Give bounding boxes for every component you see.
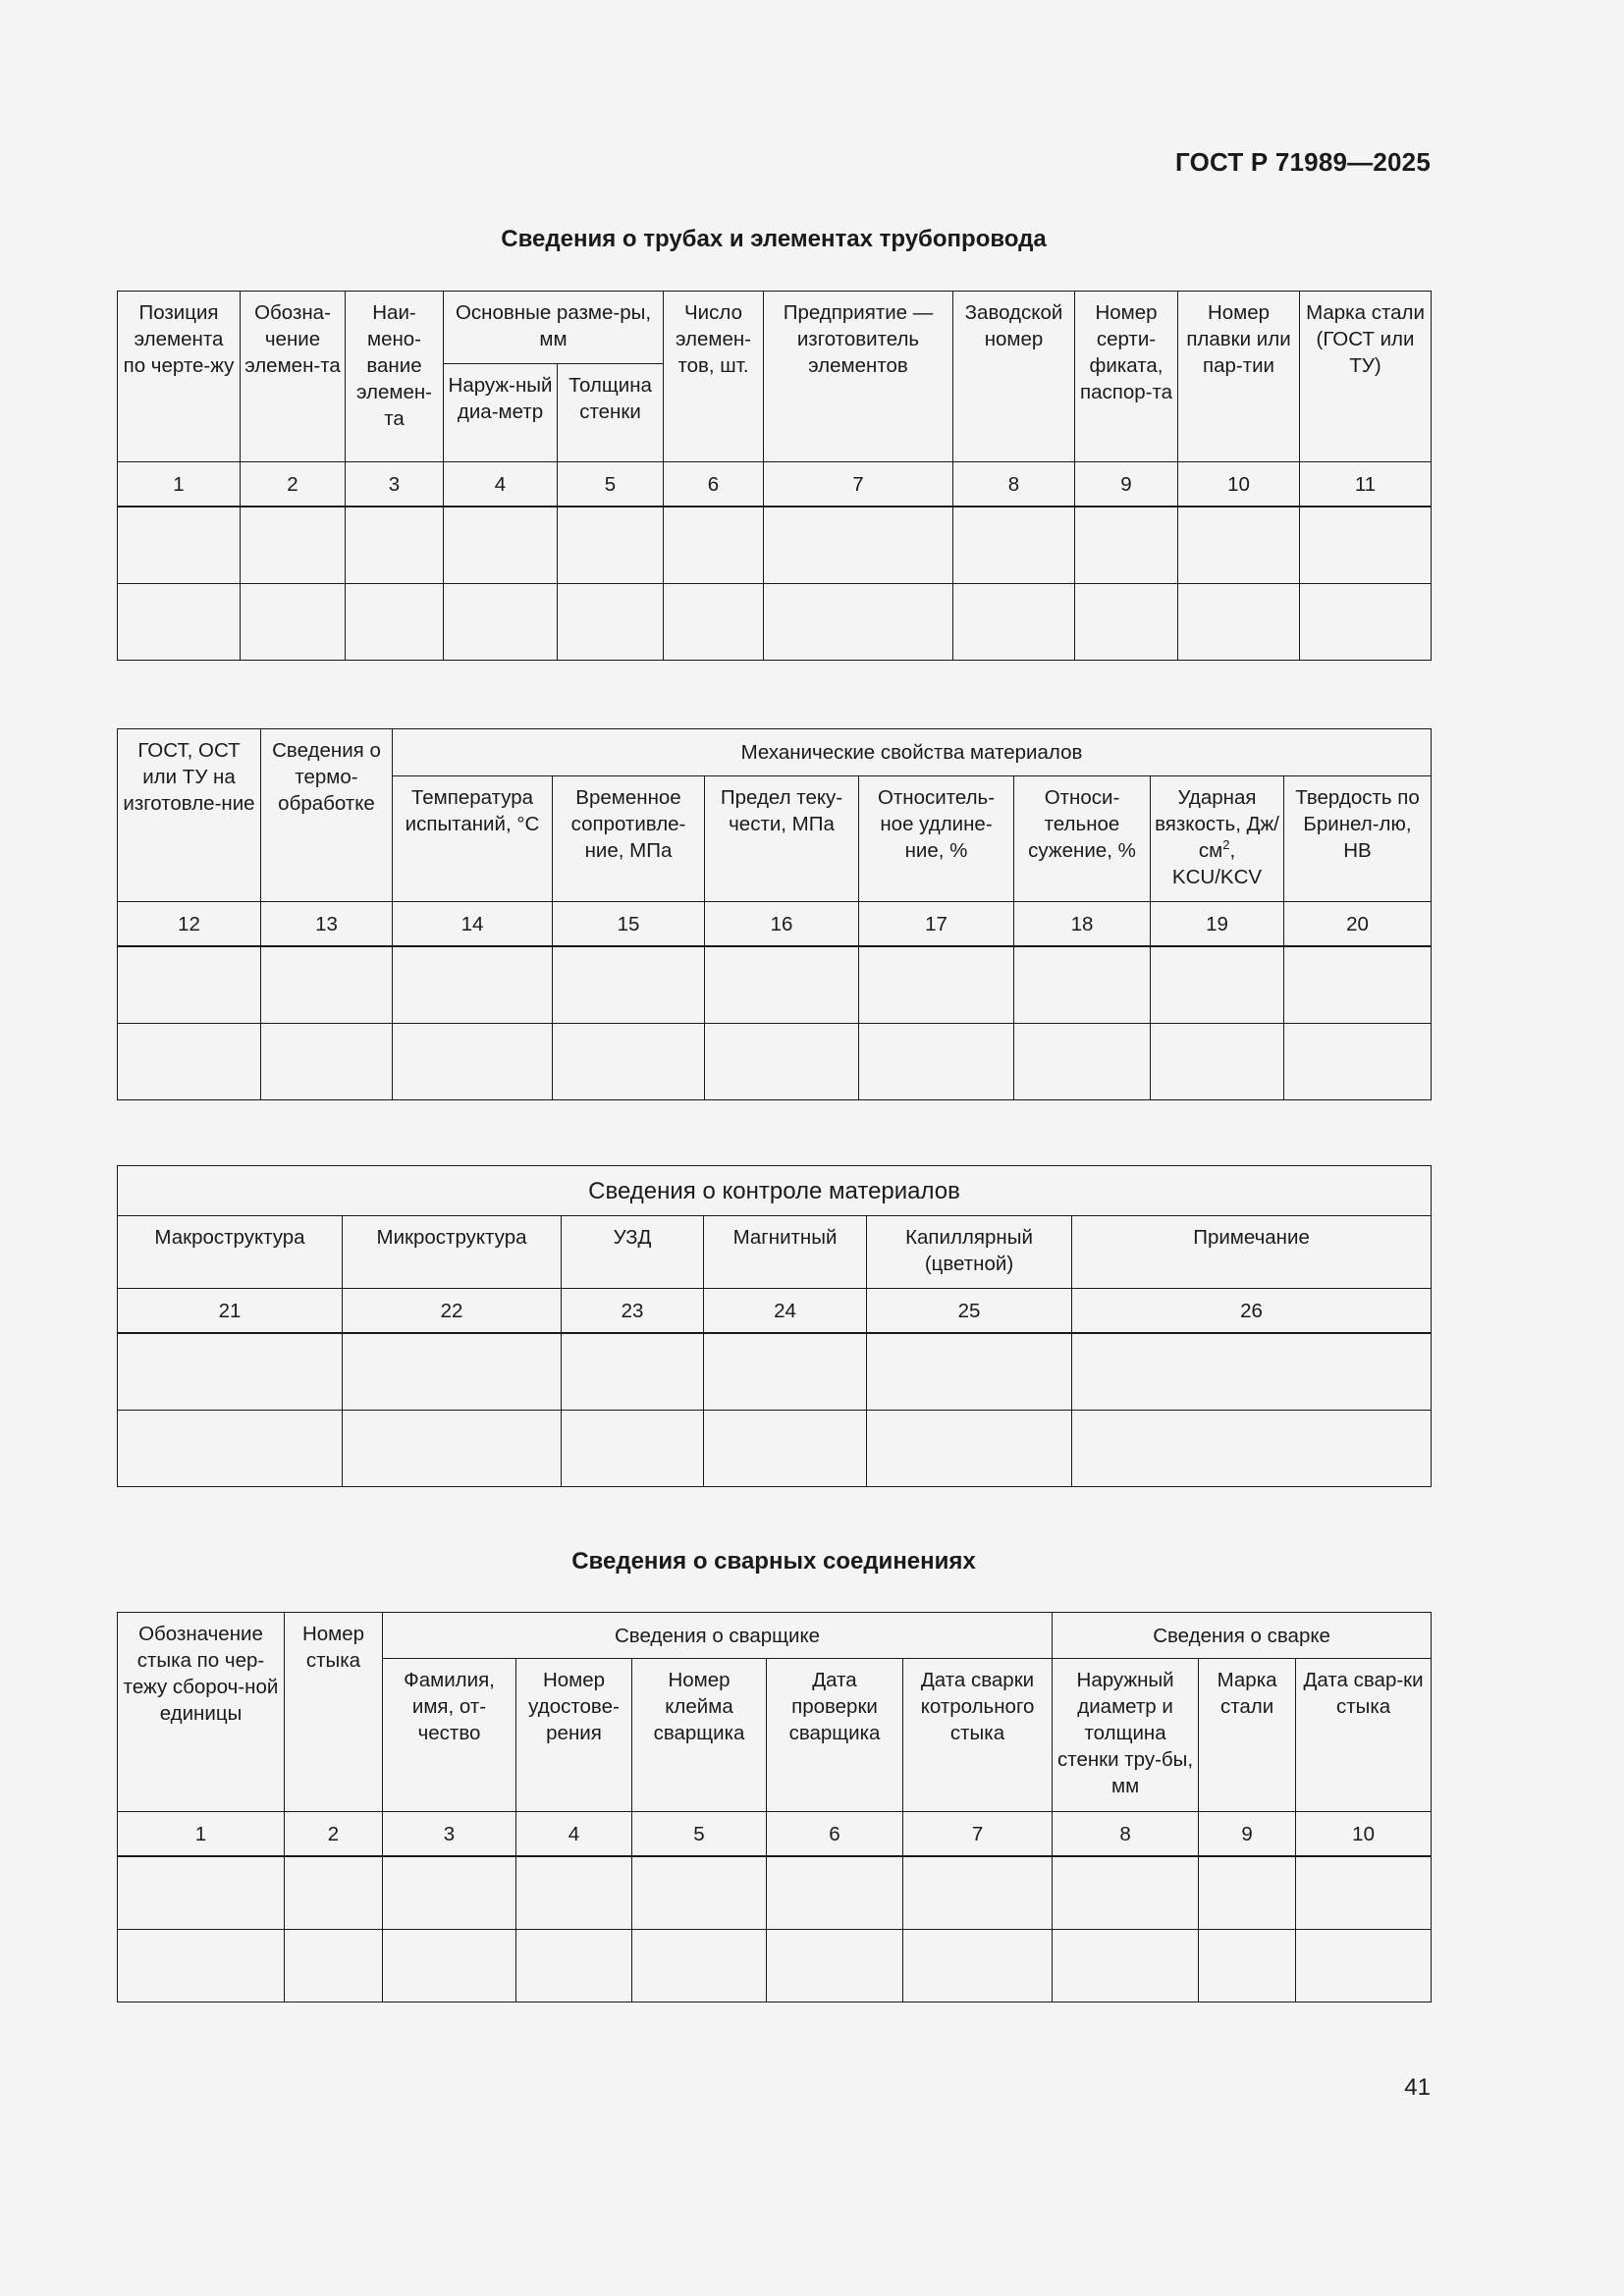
column-number: 7 bbox=[903, 1812, 1053, 1857]
empty-cell bbox=[444, 584, 558, 661]
empty-cell bbox=[118, 507, 241, 584]
table-row bbox=[118, 507, 1432, 584]
column-number: 5 bbox=[558, 462, 664, 507]
material-control-caption: Сведения о контроле материалов bbox=[118, 1166, 1432, 1216]
column-number: 23 bbox=[562, 1289, 704, 1334]
header-welder-name: Фамилия, имя, от-чество bbox=[383, 1659, 516, 1812]
column-number-row bbox=[118, 902, 1432, 947]
empty-cell bbox=[705, 1024, 859, 1100]
empty-cell bbox=[953, 507, 1075, 584]
column-number: 21 bbox=[118, 1289, 343, 1334]
column-number: 3 bbox=[346, 462, 444, 507]
header-wall-thickness: Толщина стенки bbox=[558, 364, 664, 462]
header-ultrasonic: УЗД bbox=[562, 1216, 704, 1289]
column-number: 7 bbox=[764, 462, 953, 507]
empty-cell bbox=[558, 584, 664, 661]
column-number: 13 bbox=[261, 902, 393, 947]
column-number-row bbox=[118, 462, 1432, 507]
column-number: 1 bbox=[118, 462, 241, 507]
empty-cell bbox=[393, 1024, 553, 1100]
column-number: 4 bbox=[516, 1812, 632, 1857]
column-number: 3 bbox=[383, 1812, 516, 1857]
empty-cell bbox=[1075, 584, 1178, 661]
empty-cell bbox=[516, 1856, 632, 1930]
empty-cell bbox=[1072, 1333, 1432, 1411]
empty-cell bbox=[764, 507, 953, 584]
column-number: 25 bbox=[867, 1289, 1072, 1334]
table-row bbox=[118, 1856, 1432, 1930]
mechanical-properties-table bbox=[117, 728, 1432, 1100]
empty-cell bbox=[1296, 1856, 1432, 1930]
header-gost-ost-tu: ГОСТ, ОСТ или ТУ на изготовле-ние bbox=[118, 729, 261, 902]
header-designation: Обозна-чение элемен-та bbox=[241, 292, 346, 462]
header-impact-toughness: Ударная вязкость, $Дж/см^2$, KCU/KCV bbox=[1151, 776, 1284, 902]
table-row bbox=[118, 946, 1432, 1024]
empty-cell bbox=[1199, 1930, 1296, 2002]
empty-cell bbox=[1151, 946, 1284, 1024]
header-certificate: Номер удостове-рения bbox=[516, 1659, 632, 1812]
header-brinell-hardness: Твердость по Бринел-лю, НВ bbox=[1284, 776, 1432, 902]
table-row bbox=[118, 584, 1432, 661]
header-outer-diameter: Наруж-ный диа-метр bbox=[444, 364, 558, 462]
column-number: 15 bbox=[553, 902, 705, 947]
empty-cell bbox=[383, 1930, 516, 2002]
column-number: 12 bbox=[118, 902, 261, 947]
empty-cell bbox=[553, 946, 705, 1024]
empty-cell bbox=[1014, 946, 1151, 1024]
empty-cell bbox=[953, 584, 1075, 661]
column-number: 17 bbox=[859, 902, 1014, 947]
column-number: 11 bbox=[1300, 462, 1432, 507]
header-welder-info: Сведения о сварщике bbox=[383, 1613, 1053, 1659]
page-number: 41 bbox=[1404, 2074, 1431, 2101]
empty-cell bbox=[1178, 507, 1300, 584]
column-number: 2 bbox=[285, 1812, 383, 1857]
empty-cell bbox=[118, 946, 261, 1024]
column-number: 8 bbox=[953, 462, 1075, 507]
column-number: 9 bbox=[1199, 1812, 1296, 1857]
header-elongation: Относитель-ное удлине-ние, % bbox=[859, 776, 1014, 902]
column-number: 14 bbox=[393, 902, 553, 947]
empty-cell bbox=[1072, 1411, 1432, 1487]
column-number: 16 bbox=[705, 902, 859, 947]
empty-cell bbox=[118, 1930, 285, 2002]
empty-cell bbox=[343, 1411, 562, 1487]
empty-cell bbox=[118, 1024, 261, 1100]
empty-cell bbox=[1053, 1856, 1199, 1930]
column-number: 18 bbox=[1014, 902, 1151, 947]
empty-cell bbox=[859, 1024, 1014, 1100]
empty-cell bbox=[118, 584, 241, 661]
column-number: 20 bbox=[1284, 902, 1432, 947]
table-row bbox=[118, 1024, 1432, 1100]
header-heat-treatment: Сведения о термо-обработке bbox=[261, 729, 393, 902]
empty-cell bbox=[558, 507, 664, 584]
empty-cell bbox=[261, 1024, 393, 1100]
header-capillary: Капиллярный (цветной) bbox=[867, 1216, 1072, 1289]
empty-cell bbox=[705, 946, 859, 1024]
empty-cell bbox=[241, 507, 346, 584]
empty-cell bbox=[1075, 507, 1178, 584]
header-magnetic: Магнитный bbox=[704, 1216, 867, 1289]
empty-cell bbox=[118, 1411, 343, 1487]
empty-cell bbox=[767, 1930, 903, 2002]
header-factory-number: Заводской номер bbox=[953, 292, 1075, 462]
empty-cell bbox=[553, 1024, 705, 1100]
column-number: 24 bbox=[704, 1289, 867, 1334]
header-tensile-strength: Временное сопротивле-ние, МПа bbox=[553, 776, 705, 902]
empty-cell bbox=[764, 584, 953, 661]
column-number: 5 bbox=[632, 1812, 767, 1857]
empty-cell bbox=[1053, 1930, 1199, 2002]
empty-cell bbox=[903, 1856, 1053, 1930]
column-number: 22 bbox=[343, 1289, 562, 1334]
column-number-row bbox=[118, 1289, 1432, 1334]
header-welder-check-date: Дата проверки сварщика bbox=[767, 1659, 903, 1812]
header-steel-grade: Марка стали bbox=[1199, 1659, 1296, 1812]
empty-cell bbox=[346, 584, 444, 661]
empty-cell bbox=[1014, 1024, 1151, 1100]
welded-joints-table bbox=[117, 1612, 1432, 2002]
empty-cell bbox=[1284, 1024, 1432, 1100]
empty-cell bbox=[632, 1856, 767, 1930]
header-main-dimensions: Основные разме-ры, мм bbox=[444, 292, 664, 364]
column-number: 26 bbox=[1072, 1289, 1432, 1334]
header-name: Наи-мено-вание элемен-та bbox=[346, 292, 444, 462]
header-manufacturer: Предприятие — изготовитель элементов bbox=[764, 292, 953, 462]
empty-cell bbox=[1284, 946, 1432, 1024]
header-test-temperature: Температура испытаний, °С bbox=[393, 776, 553, 902]
header-joint-designation: Обозначение стыка по чер-тежу сбороч-ной единицы bbox=[118, 1613, 285, 1812]
column-number: 19 bbox=[1151, 902, 1284, 947]
empty-cell bbox=[118, 1333, 343, 1411]
header-certificate-number: Номер серти-фиката, паспор-та bbox=[1075, 292, 1178, 462]
empty-cell bbox=[1300, 584, 1432, 661]
header-microstructure: Микроструктура bbox=[343, 1216, 562, 1289]
empty-cell bbox=[632, 1930, 767, 2002]
column-number: 8 bbox=[1053, 1812, 1199, 1857]
header-steel-grade: Марка стали (ГОСТ или ТУ) bbox=[1300, 292, 1432, 462]
empty-cell bbox=[444, 507, 558, 584]
header-reduction-of-area: Относи-тельное сужение, % bbox=[1014, 776, 1151, 902]
header-element-count: Число элемен-тов, шт. bbox=[664, 292, 764, 462]
header-note: Примечание bbox=[1072, 1216, 1432, 1289]
empty-cell bbox=[241, 584, 346, 661]
header-macrostructure: Макроструктура bbox=[118, 1216, 343, 1289]
header-joint-number: Номер стыка bbox=[285, 1613, 383, 1812]
column-number: 4 bbox=[444, 462, 558, 507]
empty-cell bbox=[383, 1856, 516, 1930]
empty-cell bbox=[562, 1333, 704, 1411]
column-number: 9 bbox=[1075, 462, 1178, 507]
column-number: 6 bbox=[664, 462, 764, 507]
header-position: Позиция элемента по черте-жу bbox=[118, 292, 241, 462]
table-row bbox=[118, 1333, 1432, 1411]
header-heat-number: Номер плавки или пар-тии bbox=[1178, 292, 1300, 462]
column-number: 1 bbox=[118, 1812, 285, 1857]
empty-cell bbox=[704, 1333, 867, 1411]
empty-cell bbox=[767, 1856, 903, 1930]
table-row bbox=[118, 1411, 1432, 1487]
empty-cell bbox=[118, 1856, 285, 1930]
empty-cell bbox=[867, 1411, 1072, 1487]
header-joint-weld-date: Дата свар-ки стыка bbox=[1296, 1659, 1432, 1812]
empty-cell bbox=[562, 1411, 704, 1487]
empty-cell bbox=[867, 1333, 1072, 1411]
section-title-welded-joints: Сведения о сварных соединениях bbox=[571, 1548, 976, 1575]
document-id: ГОСТ Р 71989—2025 bbox=[1175, 147, 1431, 177]
column-number: 10 bbox=[1296, 1812, 1432, 1857]
empty-cell bbox=[1178, 584, 1300, 661]
empty-cell bbox=[704, 1411, 867, 1487]
header-welder-stamp: Номер клейма сварщика bbox=[632, 1659, 767, 1812]
material-control-table bbox=[117, 1165, 1432, 1487]
empty-cell bbox=[285, 1856, 383, 1930]
empty-cell bbox=[903, 1930, 1053, 2002]
empty-cell bbox=[664, 584, 764, 661]
column-number: 2 bbox=[241, 462, 346, 507]
header-welding-info: Сведения о сварке bbox=[1053, 1613, 1432, 1659]
empty-cell bbox=[516, 1930, 632, 2002]
column-number: 10 bbox=[1178, 462, 1300, 507]
empty-cell bbox=[285, 1930, 383, 2002]
pipes-table bbox=[117, 291, 1432, 661]
section-title-pipes: Сведения о трубах и элементах трубопровода bbox=[501, 226, 1047, 252]
empty-cell bbox=[664, 507, 764, 584]
header-mechanical-properties: Механические свойства материалов bbox=[393, 729, 1432, 776]
header-pipe-diameter-thickness: Наружный диаметр и толщина стенки тру-бы, мм bbox=[1053, 1659, 1199, 1812]
column-number-row bbox=[118, 1812, 1432, 1857]
empty-cell bbox=[261, 946, 393, 1024]
column-number: 6 bbox=[767, 1812, 903, 1857]
table-row bbox=[118, 1930, 1432, 2002]
empty-cell bbox=[1151, 1024, 1284, 1100]
empty-cell bbox=[346, 507, 444, 584]
empty-cell bbox=[1296, 1930, 1432, 2002]
empty-cell bbox=[1199, 1856, 1296, 1930]
header-control-joint-date: Дата сварки котрольного стыка bbox=[903, 1659, 1053, 1812]
empty-cell bbox=[859, 946, 1014, 1024]
empty-cell bbox=[1300, 507, 1432, 584]
empty-cell bbox=[393, 946, 553, 1024]
header-yield-strength: Предел теку-чести, МПа bbox=[705, 776, 859, 902]
empty-cell bbox=[343, 1333, 562, 1411]
